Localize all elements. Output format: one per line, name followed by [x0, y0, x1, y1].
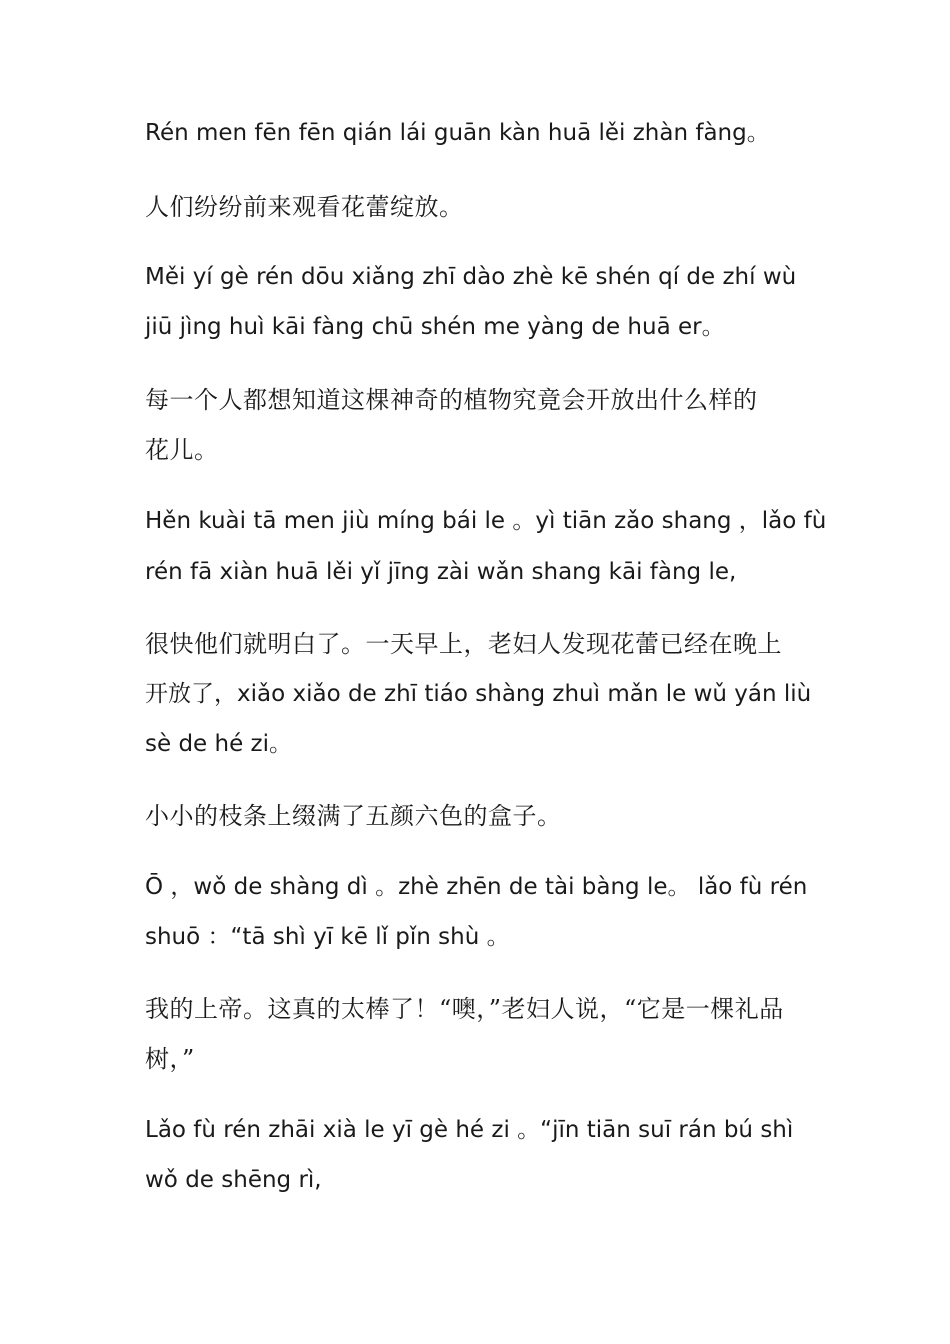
pinyin-line: Měi yí gè rén dōu xiǎng zhī dào zhè kē shén qí de zhí wù — [145, 264, 797, 290]
chinese-line: 花儿。 — [145, 436, 219, 464]
chinese-line: 人们纷纷前来观看花蕾绽放。 — [145, 193, 464, 221]
pinyin-line: rén fā xiàn huā lěi yǐ jīng zài wǎn shang kāi fàng le, — [145, 559, 737, 585]
pinyin-line: jiū jìng huì kāi fàng chū shén me yàng de huā er。 — [145, 314, 725, 340]
pinyin-line: sè de hé zi。 — [145, 731, 293, 757]
chinese-line: 每一个人都想知道这棵神奇的植物究竟会开放出什么样的 — [145, 386, 758, 414]
chinese-line: 小小的枝条上缀满了五颜六色的盒子。 — [145, 802, 562, 830]
chinese-line: 树，” — [145, 1045, 195, 1073]
mixed-line: 开放了，xiǎo xiǎo de zhī tiáo shàng zhuì mǎn le wǔ yán liù — [145, 681, 812, 707]
pinyin-line: wǒ de shēng rì, — [145, 1167, 322, 1193]
pinyin-line: Lǎo fù rén zhāi xià le yī gè hé zi 。“jīn tiān suī rán bú shì — [145, 1117, 794, 1143]
chinese-line: 很快他们就明白了。一天早上，老妇人发现花蕾已经在晚上 — [145, 630, 782, 658]
pinyin-line: Hěn kuài tā men jiù míng bái le 。yì tiān zǎo shang ，lǎo fù — [145, 508, 827, 534]
pinyin-line: shuō ：“tā shì yī kē lǐ pǐn shù 。 — [145, 924, 510, 950]
chinese-line: 我的上帝。这真的太棒了！“噢，”老妇人说，“它是一棵礼品 — [145, 995, 784, 1023]
pinyin-line: Ō ，wǒ de shàng dì 。zhè zhēn de tài bàng le。 lǎo fù rén — [145, 874, 808, 900]
pinyin-line: Rén men fēn fēn qián lái guān kàn huā lěi zhàn fàng。 — [145, 120, 770, 146]
